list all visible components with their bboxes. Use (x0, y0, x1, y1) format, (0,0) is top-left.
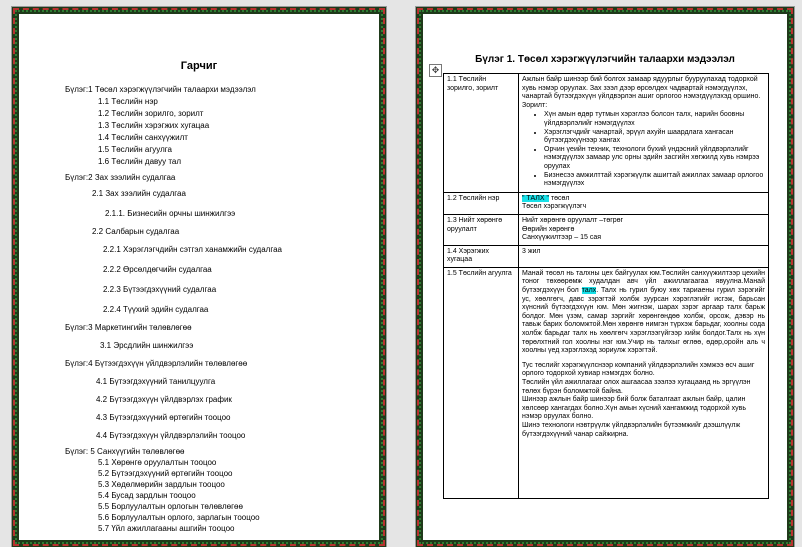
toc-chapter-3[interactable]: Бүлэг:3 Маркетингийн төлөвлөгөө (65, 323, 192, 332)
highlighted-name: " ТАЛХ " (522, 194, 549, 202)
investment-line: Нийт хөрөнгө оруулалт –төгрөг (522, 216, 624, 224)
row-label: 1.2 Төслийн нэр (444, 192, 519, 214)
row-label: 1.3 Нийт хөрөнгө оруулалт (444, 214, 519, 245)
table-row (444, 192, 769, 214)
toc-chapter-1[interactable]: Бүлэг:1 Төсөл хэрэгжүүлэгчийн талаархи мэдээлэл (65, 85, 256, 94)
content-paragraph: Төслийн үйл ажиллагааг олох ашгаасаа зээлээ хугацаанд нь эргүүлэн төлөх бүрэн боломжтой байна. (522, 379, 751, 395)
content-paragraph: Шинээр ажлын байр шинээр бий болж баталгаат ажлын байр, цалин хөлсөөр хангагдах болно.Хүн амын хүсний хангамжид тодорхой хувь нэмэр оруулах болно. (522, 396, 747, 421)
list-item: • Орчин үеийн техник, технологи бүхий үндэсний үйлдвэрлэлийг нэмэгдүүлэх замаар улс орны эдийн засгийн хөгжилд хувь нэмрээ оруулах (544, 146, 765, 172)
toc-entry[interactable]: 5.2 Бүтээгдэхүүний өртөгийн тооцоо (98, 469, 233, 478)
toc-page (12, 7, 386, 547)
toc-chapter-2[interactable]: Бүлэг:2 Зах зээлийн судалгаа (65, 173, 176, 182)
toc-entry[interactable]: 4.4 Бүтээгдэхүүн үйлдвэрлэлийн тооцоо (96, 431, 246, 440)
toc-entry[interactable]: 5.1 Хөрөнгө оруулалтын тооцоо (98, 458, 217, 467)
toc-entry[interactable]: 5.3 Хөдөлмөрийн зардлын тооцоо (98, 480, 225, 489)
toc-entry[interactable]: 2.2.2 Өрсөлдөгчийн судалгаа (103, 265, 212, 274)
toc-entry[interactable]: 5.6 Борлуулалтын орлого, зарлагын тооцоо (98, 513, 260, 522)
toc-entry[interactable]: 1.6 Төслийн давуу тал (98, 157, 182, 166)
table-move-handle-icon[interactable]: ✥ (429, 64, 442, 77)
toc-entry[interactable]: 2.1 Зах зээлийн судалгаа (92, 189, 186, 198)
chapter-title: Бүлэг 1. Төсөл хэрэгжүүлэгчийн талаархи мэдээлэл (475, 54, 735, 65)
toc-entry[interactable]: 4.3 Бүтээгдэхүүний өртөгийн тооцоо (96, 413, 231, 422)
toc-entry[interactable]: 2.2.3 Бүтээгдэхүүний судалгаа (103, 285, 217, 294)
toc-title: Гарчиг (180, 60, 218, 72)
highlighted-word: талх (581, 287, 597, 295)
toc-entry[interactable]: 4.1 Бүтээгдэхүүний танилцуулга (96, 377, 216, 386)
list-item: • Хэрэглэгчдийг чанартай, эрүүл ахуйн шаардлага хангасан бүтээгдэхүүнээр хангах (544, 129, 765, 146)
goal-intro: Ажлын байр шинээр бий болгох замаар ядуурлыг бууруулахад тодорхой хувь нэмэр оруулах. Зах зээл дээр өрсөлдөх чадвартай нэмэгдүүлэх, чанартай бүтээгдэхүүн үйлдвэрлэн ашиг орлогоо нэмэгдүүлэхэд оршино. (522, 76, 761, 101)
toc-entry[interactable]: 5.7 Үйл ажиллагааны ашгийн тооцоо (98, 524, 235, 533)
row-value[interactable] (519, 267, 769, 498)
toc-chapter-5[interactable]: Бүлэг: 5 Санхүүгийн төлөвлөгөө (65, 447, 185, 456)
toc-entry[interactable]: 2.2 Салбарын судалгаа (92, 227, 180, 236)
toc-entry[interactable]: 2.2.1 Хэрэглэгчдийн сэтгэл ханамжийн судалгаа (103, 245, 282, 254)
toc-entry[interactable]: 1.2 Төслийн зорилго, зорилт (98, 109, 204, 118)
toc-entry[interactable]: 5.5 Борлуулалтын орлогын төлөвлөгөө (98, 502, 243, 511)
toc-entry[interactable]: 1.3 Төслийн хэрэгжих хугацаа (98, 121, 210, 130)
row-label: 1.1 Төслийн зорилго, зорилт (444, 74, 519, 193)
content-paragraph: Манай төсөл нь талхны цех байгуулах юм.Төслийн санхүүжилтээр цехийн тоног төхөөрөмж худалдан авч үйл ажиллагаагаа явуулна.Манай бүтээгдэхүүн бол талх. Талх нь гурил буюу хөх тариаены гурил зэрэгийг ус, хөөлгөгч, давс зэрэгтэй холбж зуурсан хэрэглэгийг исгэж, барьсан хүнсний бүтээгдэхүүн юм. Мөн жигнэж, шарах зэрэг аргаар талх барьж болдог. Мөн үзэм, самар зэргийг хөрөнгөндөө холбж, орсож, дэвэр нь тавьж барих боломжтой.Мөн хөрөнгө нимгэн түрхэж барьдаг, хоолны сода холбж барьдаг талх нь хөөлгөгч хэрэглээгүйгээр хийж болдог.Талх нь хүн төрөлхтний гол хоолны нэг юм.Учир нь талхыг өглөө, өдөр,оройн аль ч хоолны үед хэрэглэхэд зориулж хэрэгтэй. (522, 269, 765, 355)
list-item: • Бизнесээ амжилттай хэрэгжүүлж ашигтай ажиллах замаар орлогоо нэмэгдүүлэх (544, 172, 765, 189)
row-value[interactable] (519, 74, 769, 193)
row-value[interactable] (519, 192, 769, 214)
toc-entry[interactable]: 4.2 Бүтээгдэхүүн үйлдвэрлэх график (96, 395, 232, 404)
project-name-suffix: төсөл (549, 194, 570, 202)
goals-heading: Зорилт: (522, 101, 548, 109)
row-value[interactable] (519, 214, 769, 245)
project-info-table (443, 73, 769, 499)
content-paragraph: Тус төслийг хэрэгжүүлснээр компаний үйлдвэрлэлийн хэмжээ өсч ашиг орлого тодорхой хувиар нэмэгдэх болно. (522, 361, 755, 378)
toc-entry[interactable]: 5.4 Бусад зардлын тооцоо (98, 491, 196, 500)
table-row (444, 267, 769, 498)
row-value[interactable]: 3 жил (519, 245, 769, 267)
investment-line: Өөрийн хөрөнгө (522, 225, 575, 233)
toc-entry[interactable]: 1.5 Төслийн агуулга (98, 145, 172, 154)
toc-entry[interactable]: 2.2.4 Түүхий эдийн судалгаа (103, 305, 209, 314)
table-row (444, 214, 769, 245)
goals-list (522, 111, 765, 188)
table-row (444, 245, 769, 267)
toc-entry[interactable]: 3.1 Эрсдлийн шинжилгээ (100, 341, 194, 350)
toc-entry[interactable]: 1.4 Төслийн санхүүжилт (98, 133, 188, 142)
implementer-label: Төсөл хэрэгжүүлэгч (522, 203, 587, 211)
toc-entry[interactable]: 1.1 Төслийн нэр (98, 97, 158, 106)
toc-chapter-4[interactable]: Бүлэг:4 Бүтээгдэхүүн үйлдвэрлэлийн төлөвлөгөө (65, 359, 248, 368)
toc-entry[interactable]: 2.1.1. Бизнесийн орчны шинжилгээ (105, 209, 236, 218)
row-label: 1.5 Төслийн агуулга (444, 267, 519, 498)
content-page (416, 7, 794, 547)
row-label: 1.4 Хэрэгжих хугацаа (444, 245, 519, 267)
list-item: • Хүн амын өдөр тутмын хэрэглээ болсон талх, нарийн боовны үйлдвэрлэлийг нэмэгдүүлэх (544, 111, 765, 128)
investment-line: Санхүүжилтээр – 15 сая (522, 234, 602, 242)
table-row (444, 74, 769, 193)
content-paragraph: Шинэ технологи нэвтрүүлж үйлдвэрлэлийн бүтээмжийг дээшлүүлж бүтээгдэхүүний чанар сайжирна. (522, 421, 741, 438)
